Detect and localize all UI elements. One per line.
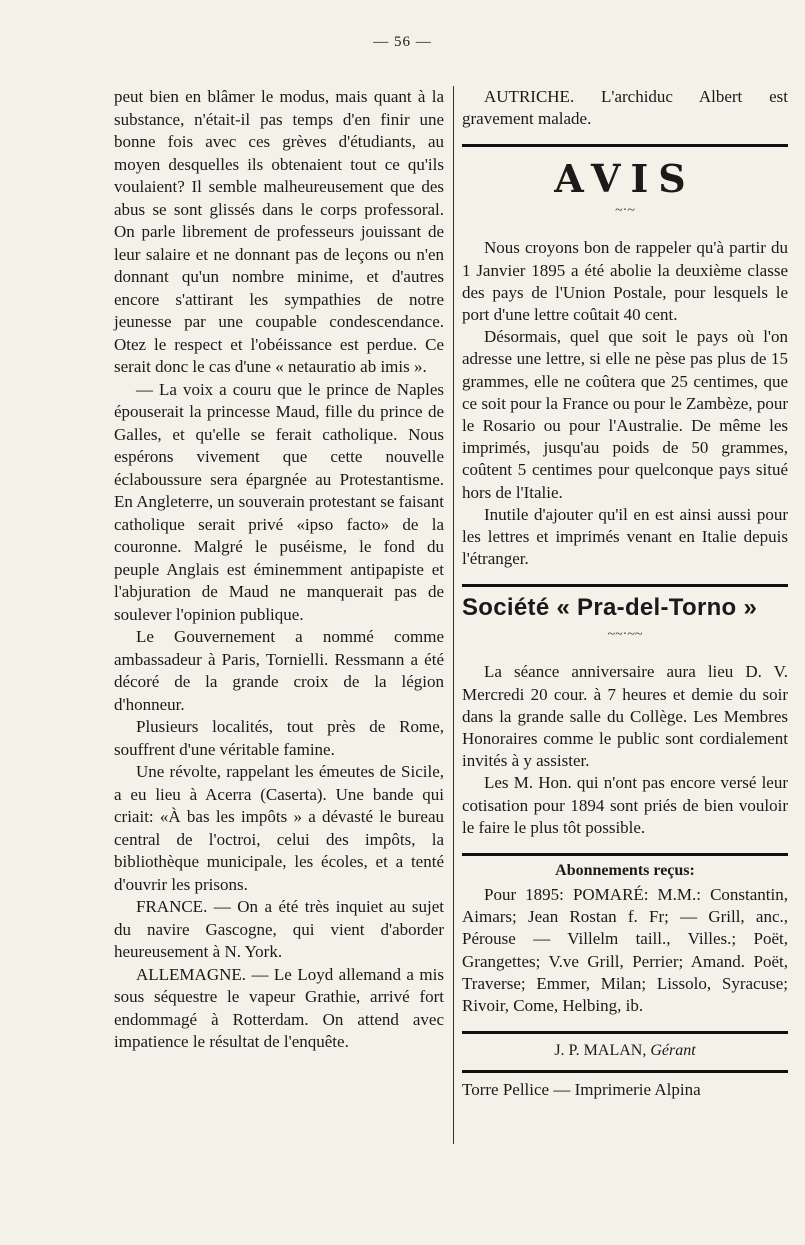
societe-heading: Société « Pra-del-Torno » xyxy=(462,594,758,622)
paragraph-revolte: Une révolte, rappelant les émeutes de Sicile, a eu lieu à Acerra (Caserta). Une bande qui criait: «À bas les impôts » a dévasté le bureau central de l'octroi, celui des impôts, la bibliothèque municipale, les écoles, et a tenté d'ouvrir les prisons. xyxy=(114,762,444,894)
column-divider xyxy=(453,86,454,1144)
paragraph-gouvernement: Le Gouvernement a nommé comme ambassadeur à Paris, Tornielli. Ressmann a été décoré de la grande croix de la légion d'honneur. xyxy=(114,627,444,714)
section-rule xyxy=(462,1031,788,1034)
avis-paragraph-2: Désormais, quel que soit le pays où l'on adresse une lettre, si elle ne pèse pas plus de 15 grammes, elle ne coûtera que 25 centimes, que ce soit pour la France ou pour le Zambèze, pour le Rosario ou pour l'Australie. De même les imprimés, jusqu'au poids de 50 grammes, coûtent 5 centimes pour quelconque pays situé hors de l'Italie. xyxy=(462,327,788,502)
section-rule xyxy=(462,144,788,147)
paragraph-autriche: AUTRICHE. L'archiduc Albert est gravement malade. xyxy=(462,87,788,129)
gerant-line xyxy=(462,1040,788,1062)
avis-heading: AVIS xyxy=(554,156,696,202)
gerant-role: Gérant xyxy=(650,1042,696,1060)
imprimerie-line: Torre Pellice — Imprimerie Alpina xyxy=(462,1080,701,1100)
paragraph-famine: Plusieurs localités, tout près de Rome, souffrent d'une véritable famine. xyxy=(114,717,444,759)
societe-ornament: ~~·~~ xyxy=(607,627,643,643)
gerant-name: J. P. MALAN, xyxy=(554,1042,647,1060)
section-rule xyxy=(462,1070,788,1073)
section-rule xyxy=(462,584,788,587)
paragraph-modus: peut bien en blâmer le modus, mais quant à la substance, n'était-il pas temps d'en finir une bonne fois avec ces grèves d'étudiants, au moyen desquelles ils obtenaient tout ce qu'ils voulaient? Il semble malheureusement que des abus se sont glissés dans le corps professoral. On parle librement de professeurs jouissant de leur salaire et ne donnant pas de leçons ou n'en donnant qu'un nombre minime, et d'autres encore s'attirant les sympathies de notre jeunesse par une coupable condescendance. Otez le respect et l'obéissance est perdue. Ce serait donc le cas d'une « netauratio ab imis ». xyxy=(114,87,444,376)
left-column xyxy=(114,86,444,1054)
paragraph-france: FRANCE. — On a été très inquiet au sujet du navire Gascogne, qui vient d'aborder heureusement à N. York. xyxy=(114,897,444,961)
societe-paragraph-2: Les M. Hon. qui n'ont pas encore versé leur cotisation pour 1894 sont priés de bien vouloir le faire le plus tôt possible. xyxy=(462,773,788,837)
avis-paragraph-3: Inutile d'ajouter qu'il en est ainsi aussi pour les lettres et imprimés venant en Italie depuis l'étranger. xyxy=(462,504,788,569)
avis-paragraph-1: Nous croyons bon de rappeler qu'à partir du 1 Janvier 1895 a été abolie la deuxième classe des pays de l'Union Postale, pour lesquels le port d'une lettre coûtait 40 cent. xyxy=(462,238,788,325)
page-number: — 56 — xyxy=(373,34,432,50)
right-column xyxy=(462,86,788,1101)
societe-paragraph-1: La séance anniversaire aura lieu D. V. Mercredi 20 cour. à 7 heures et demie du soir dans la grande salle du Collège. Les Membres Honoraires comme le public sont cordialement invités à y assister. xyxy=(462,662,788,771)
paragraph-prince-naples: — La voix a couru que le prince de Naples épouserait la princesse Maud, fille du prince de Galles, et qu'elle se ferait catholique. Nous espérons vivement que cette nouvelle éclaboussure sera épargnée au Protestantisme. En Angleterre, un souverain protestant se faisant catholique serait privé «ipso facto» de la couronne. Malgré le puséisme, le fond du peuple Anglais est éminemment antipapiste et l'abjuration de Maud ne manquerait pas de soulever l'opinion publique. xyxy=(114,379,444,624)
section-rule xyxy=(462,853,788,856)
avis-ornament: ~·~ xyxy=(615,203,635,219)
abonnements-text: Pour 1895: POMARÉ: M.M.: Constantin, Aimars; Jean Rostan f. Fr; — Grill, anc., Pérouse — Villelm taill., Villes.; Poët, Grangettes; V.ve Grill, Perrier; Amand. Poët, Traverse; Emmer, Milan; Lissolo, Syracuse; Rivoir, Come, Helbing, ib. xyxy=(462,885,788,1016)
paragraph-allemagne: ALLEMAGNE. — Le Loyd allemand a mis sous séquestre le vapeur Grathie, arrivé fort endommagé à Rotterdam. On attend avec impatience le résultat de l'enquête. xyxy=(114,964,444,1051)
abonnements-heading: Abonnements reçus: xyxy=(555,862,695,880)
